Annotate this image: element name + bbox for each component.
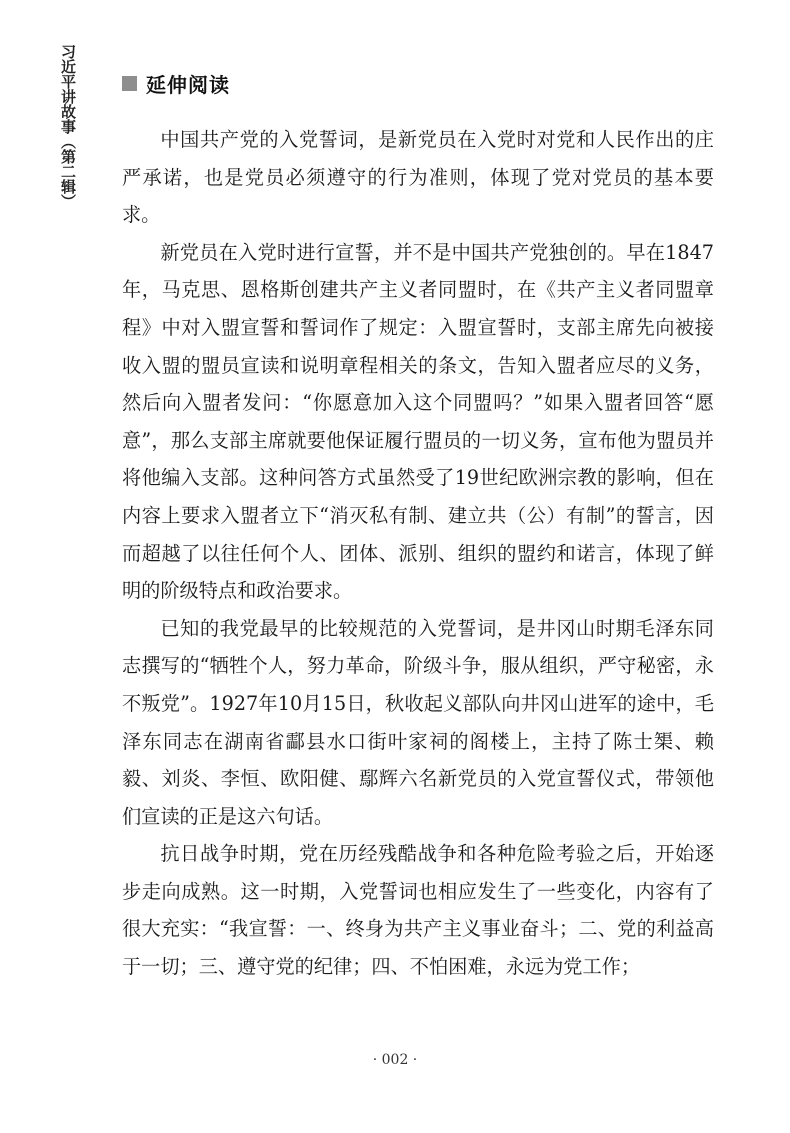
section-header [122,66,230,100]
paragraph: 已知的我党最早的比较规范的入党誓词，是井冈山时期毛泽东同志撰写的“牺牲个人，努力革命，阶级斗争，服从组织，严守秘密，永不叛党”。1927年10月15日，秋收起义部队向井冈山进军的途中，毛泽东同志在湖南省酃县水口街叶家祠的阁楼上，主持了陈士榘、赖毅、刘炎、李恒、欧阳健、鄢辉六名新党员的入党宣誓仪式，带领他们宣读的正是这六句话。 [122,616,714,828]
square-bullet-icon [122,76,137,91]
page-number: · 002 · [372,1052,418,1068]
paragraph: 中国共产党的入党誓词，是新党员在入党时对党和人民作出的庄严承诺，也是党员必须遵守的行为准则，体现了党对党员的基本要求。 [122,128,714,227]
paragraph: 抗日战争时期，党在历经残酷战争和各种危险考验之后，开始逐步走向成熟。这一时期，入党誓词也相应发生了一些变化，内容有了很大充实：“我宣誓：一、终身为共产主义事业奋斗；二、党的利益高于一切；三、遵守党的纪律；四、不怕困难，永远为党工作； [122,842,714,979]
running-book-title: 习近平讲故事（第二辑） [59,44,77,209]
body-text [122,121,714,986]
section-title: 延伸阅读 [146,72,230,97]
paragraph: 新党员在入党时进行宣誓，并不是中国共产党独创的。早在1847年，马克思、恩格斯创建共产主义者同盟时，在《共产主义者同盟章程》中对入盟宣誓和誓词作了规定：入盟宣誓时，支部主席先向被接收入盟的盟员宣读和说明章程相关的条文，告知入盟者应尽的义务，然后向入盟者发问：“你愿意加入这个同盟吗？”如果入盟者回答“愿意”，那么支部主席就要他保证履行盟员的一切义务，宣布他为盟员并将他编入支部。这种问答方式虽然受了19世纪欧洲宗教的影响，但在内容上要求入盟者立下“消灭私有制、建立共（公）有制”的誓言，因而超越了以往任何个人、团体、派别、组织的盟约和诺言，体现了鲜明的阶级特点和政治要求。 [122,240,714,603]
